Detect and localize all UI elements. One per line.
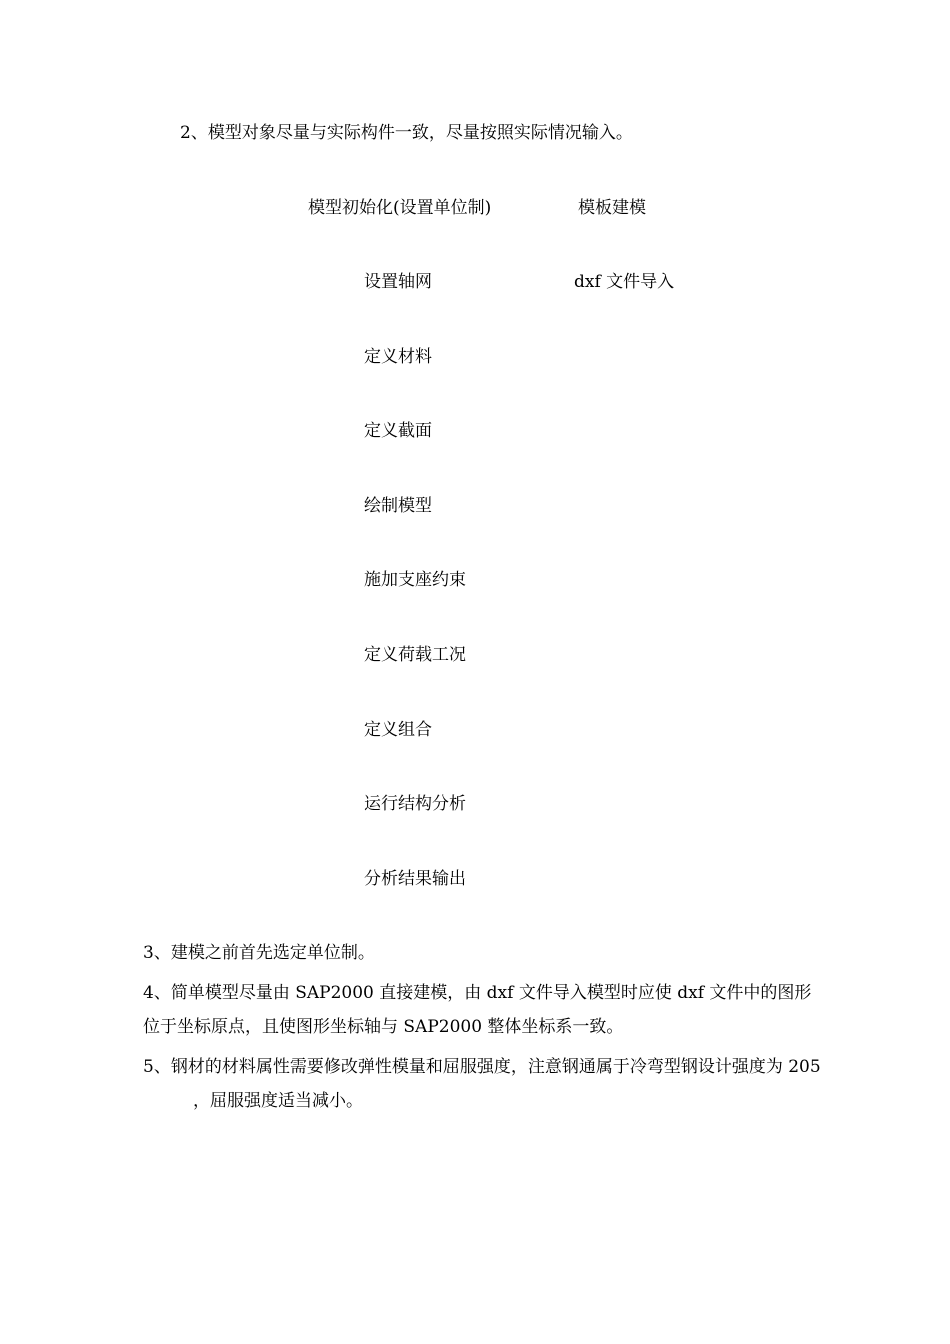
flow-step: 运行结构分析 — [364, 794, 466, 814]
note-paragraph-5 — [143, 1050, 823, 1118]
flow-alt-step: dxf 文件导入 — [574, 272, 675, 292]
flow-step: 设置轴网 — [364, 272, 432, 292]
flow-step: 绘制模型 — [364, 496, 432, 516]
note-paragraph-4: 4、简单模型尽量由 SAP2000 直接建模，由 dxf 文件导入模型时应使 dxf 文件中的图形位于坐标原点，且使图形坐标轴与 SAP2000 整体坐标系一致。 — [143, 983, 812, 1037]
flow-step: 定义荷载工况 — [364, 645, 466, 665]
note-5-tail: ，屈服强度适当减小。 — [193, 1091, 363, 1111]
flow-step: 定义组合 — [364, 720, 432, 740]
flow-left-title: 模型初始化(设置单位制) — [308, 198, 492, 218]
intro-line: 2、模型对象尽量与实际构件一致，尽量按照实际情况输入。 — [180, 123, 633, 143]
flow-right-title: 模板建模 — [578, 198, 646, 218]
note-5-main: 5、钢材的材料属性需要修改弹性模量和屈服强度，注意钢通属于冷弯型钢设计强度为 205 — [143, 1057, 821, 1077]
note-paragraph-3: 3、建模之前首先选定单位制。 — [143, 943, 375, 963]
flow-step: 定义截面 — [364, 421, 432, 441]
flow-step: 施加支座约束 — [364, 570, 466, 590]
flow-step: 分析结果输出 — [364, 869, 466, 889]
flow-step: 定义材料 — [364, 347, 432, 367]
